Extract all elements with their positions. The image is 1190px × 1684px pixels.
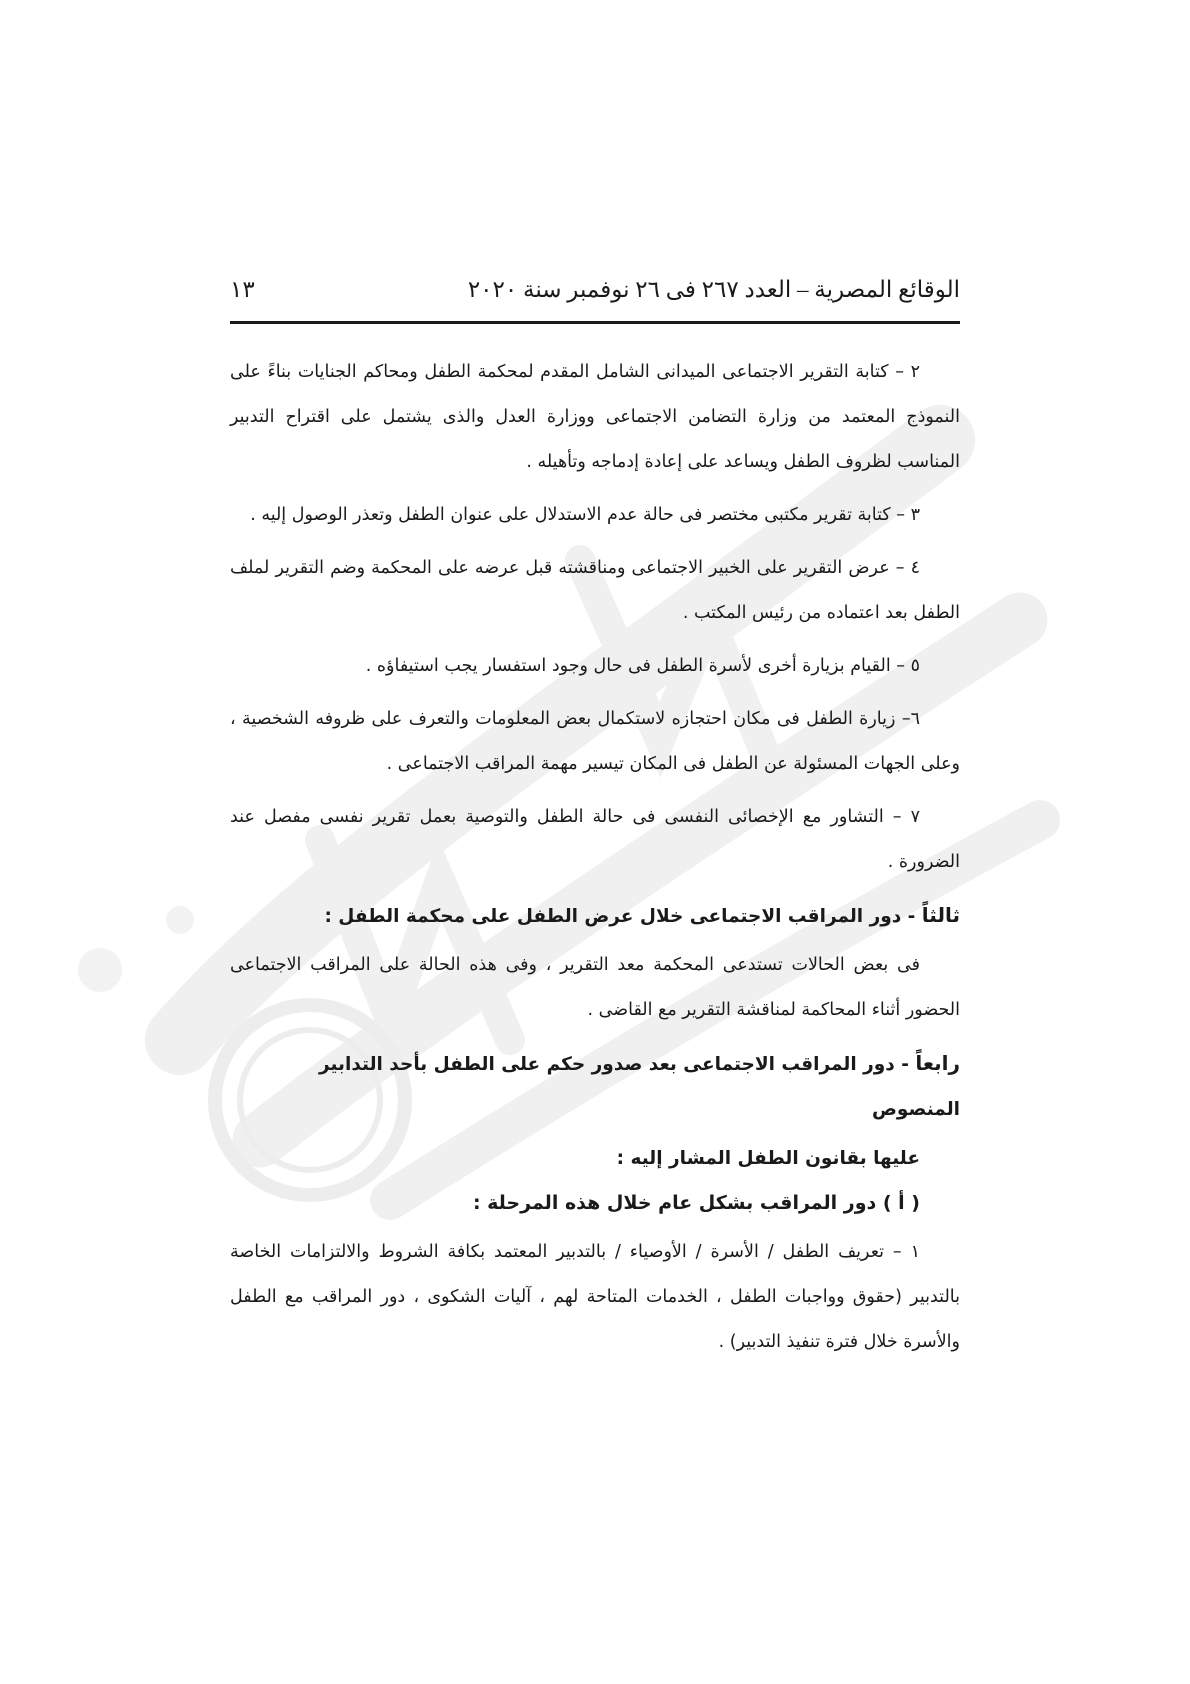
document-body bbox=[230, 350, 960, 1373]
item-4: ٤ – عرض التقرير على الخبير الاجتماعى ومناقشته قبل عرضه على المحكمة وضم التقرير لملف الطفل بعد اعتماده من رئيس المكتب . bbox=[230, 558, 960, 623]
section-4-title: - دور المراقب الاجتماعى بعد صدور حكم على الطفل بأحد التدابير المنصوص bbox=[318, 1054, 960, 1120]
page-number: ١٣ bbox=[230, 277, 255, 302]
section-4-item-1: ١ – تعريف الطفل / الأسرة / الأوصياء / بالتدبير المعتمد بكافة الشروط والالتزامات الخاصة بالتدبير (حقوق وواجبات الطفل ، الخدمات المتاحة لهم ، آليات الشكوى ، دور المراقب مع الطفل والأسرة خلال فترة تنفيذ التدبير) . bbox=[230, 1242, 960, 1352]
item-2: ٢ – كتابة التقرير الاجتماعى الميدانى الشامل المقدم لمحكمة الطفل ومحاكم الجنايات بناءً على النموذج المعتمد من وزارة التضامن الاجتماعى ووزارة العدل والذى يشتمل على اقتراح التدبير المناسب لظروف الطفل ويساعد على إعادة إدماجه وتأهيله . bbox=[230, 362, 960, 472]
section-3-lead: ثالثاً bbox=[921, 903, 960, 927]
section-4-lead: رابعاً bbox=[915, 1051, 960, 1075]
section-3-title: - دور المراقب الاجتماعى خلال عرض الطفل على محكمة الطفل : bbox=[324, 906, 922, 927]
section-4-heading bbox=[230, 1041, 960, 1132]
page-header bbox=[230, 277, 960, 311]
item-7: ٧ – التشاور مع الإخصائى النفسى فى حالة الطفل والتوصية بعمل تقرير نفسى مفصل عند الضرورة . bbox=[230, 807, 960, 872]
item-3: ٣ – كتابة تقرير مكتبى مختصر فى حالة عدم الاستدلال على عنوان الطفل وتعذر الوصول إليه . bbox=[250, 505, 920, 525]
subsection-a-heading: ( أ ) دور المراقب بشكل عام خلال هذه المرحلة : bbox=[472, 1192, 920, 1214]
item-6: ٦– زيارة الطفل فى مكان احتجازه لاستكمال بعض المعلومات والتعرف على ظروفه الشخصية ، وعلى الجهات المسئولة عن الطفل فى المكان تيسير مهمة المراقب الاجتماعى . bbox=[230, 709, 960, 774]
section-3-body: فى بعض الحالات تستدعى المحكمة معد التقرير ، وفى هذه الحالة على المراقب الاجتماعى الحضور أثناء المحاكمة لمناقشة التقرير مع القاضى . bbox=[230, 955, 960, 1020]
item-5: ٥ – القيام بزيارة أخرى لأسرة الطفل فى حال وجود استفسار يجب استيفاؤه . bbox=[365, 656, 920, 676]
section-4-heading-cont: عليها بقانون الطفل المشار إليه : bbox=[616, 1148, 920, 1169]
header-rule bbox=[230, 321, 960, 324]
section-3-heading bbox=[230, 893, 960, 939]
header-title: الوقائع المصرية – العدد ٢٦٧ فى ٢٦ نوفمبر سنة ٢٠٢٠ bbox=[467, 277, 960, 302]
